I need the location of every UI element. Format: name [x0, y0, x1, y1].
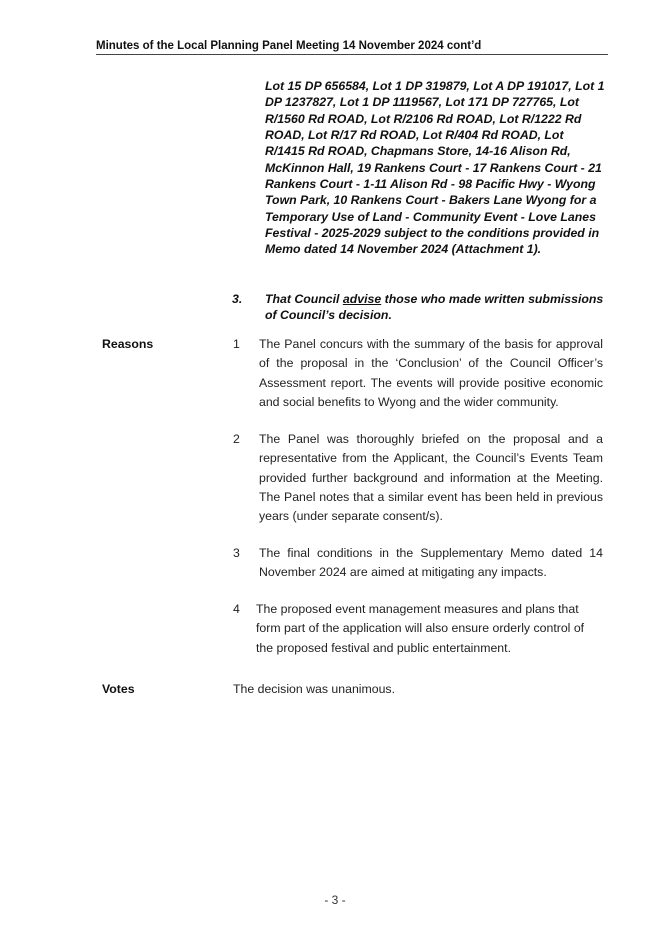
reasons-label: Reasons [102, 337, 154, 351]
reason-text: The proposed event management measures and plans that form part of the application will also ensure orderly control of the proposed festival and public entertainment. [256, 602, 585, 655]
reason-text: The Panel was thoroughly briefed on the proposal and a representative from the Applicant, the Council’s Events Team provided further background and information at the Meeting. The Panel notes that a similar event has been held in previous years (under separate consent/s). [259, 432, 603, 524]
item-text: That Council advise those who made written submissions of Council’s decision. [265, 292, 604, 323]
page-header: Minutes of the Local Planning Panel Meeting 14 November 2024 cont’d [96, 40, 608, 55]
reason-number: 1 [233, 337, 240, 351]
resolution-continued-text: Lot 15 DP 656584, Lot 1 DP 319879, Lot A DP 191017, Lot 1 DP 1237827, Lot 1 DP 1119567, Lot 171 DP 727765, Lot R/1560 Rd ROAD, Lot R/2106 Rd ROAD, Lot R/1222 Rd ROAD, Lot R/17 Rd ROAD, Lot R/404 Rd ROAD, Lot R/1415 Rd ROAD, Chapmans Store, 14-16 Alison Rd, McKinnon Hall, 19 Rankens Court - 17 Rankens Court - 21 Rankens Court - 1-11 Alison Rd - 98 Pacific Hwy - Wyong Town Park, 10 Rankens Court - Bakers Lane Wyong for a Temporary Use of Land - Community Event - Love Lanes Festival - 2025-2029 subject to the conditions provided in Memo dated 14 November 2024 (Attachment 1). [265, 79, 605, 257]
reason-text: The Panel concurs with the summary of the basis for approval of the proposal in the ‘Conclusion’ of the Council Officer’s Assessment report. The events will provide positive economic and social benefits to Wyong and the wider community. [259, 337, 603, 409]
page-number: - 3 - [324, 893, 346, 907]
votes-text: The decision was unanimous. [233, 682, 395, 696]
underlined-word: advise [342, 292, 382, 306]
item-number: 3. [232, 292, 243, 306]
votes-label: Votes [102, 682, 135, 696]
reason-number: 2 [233, 432, 240, 446]
reason-text: The final conditions in the Supplementary Memo dated 14 November 2024 are aimed at mitigating any impacts. [259, 546, 603, 580]
reason-number: 3 [233, 546, 240, 560]
reason-number: 4 [233, 602, 240, 616]
